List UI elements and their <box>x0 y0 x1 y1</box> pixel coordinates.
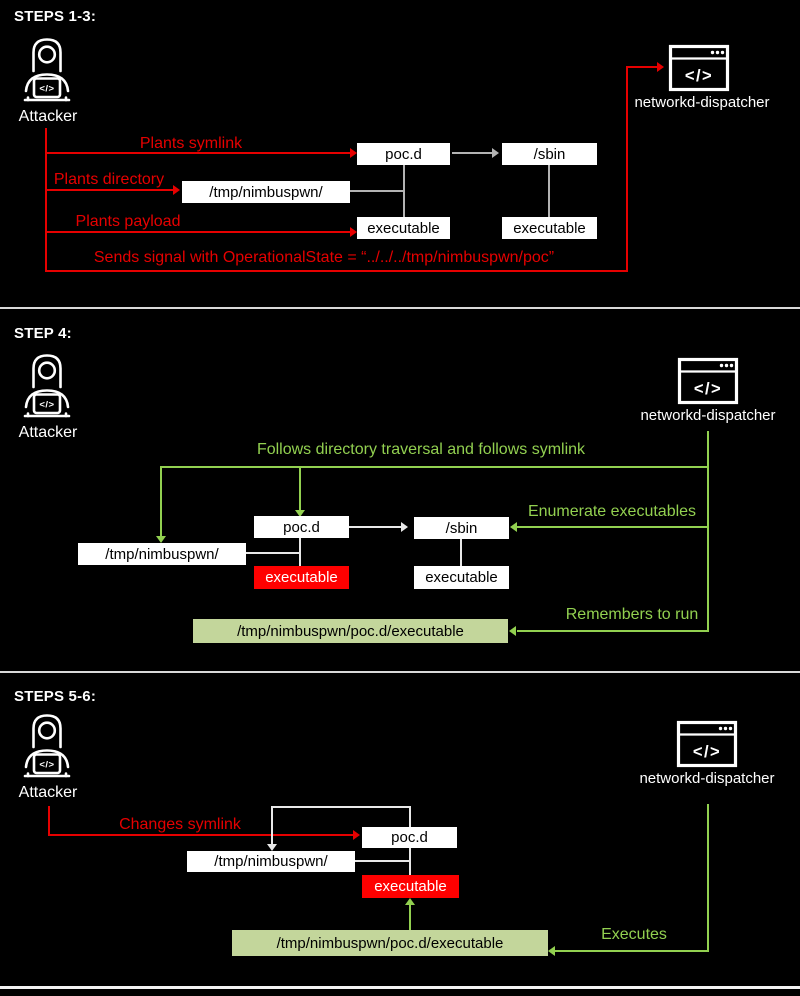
symlink-bracket-line <box>271 806 411 808</box>
remembers-arrow-line <box>517 630 709 632</box>
attacker-icon <box>18 710 76 782</box>
tmp-nimbuspwn-box: /tmp/nimbuspwn/ <box>187 851 355 872</box>
tmp-nimbuspwn-box: /tmp/nimbuspwn/ <box>182 181 350 203</box>
pocd-executable-connector <box>403 165 405 217</box>
tmpdir-connector <box>355 860 410 862</box>
panel3-title: STEPS 5-6: <box>14 688 97 705</box>
changes-symlink-label: Changes symlink <box>119 816 241 833</box>
follows-arrow-line <box>299 466 301 510</box>
result-path-box: /tmp/nimbuspwn/poc.d/executable <box>193 619 508 643</box>
networkd-dispatcher-label: networkd-dispatcher <box>639 770 775 787</box>
panel1-title: STEPS 1-3: <box>14 8 97 25</box>
run-arrow-line <box>409 905 411 930</box>
sends-signal-arrow-line <box>626 66 628 272</box>
follows-arrowhead-tmpdir <box>156 536 166 543</box>
plants-symlink-label: Plants symlink <box>139 135 243 152</box>
networkd-dispatcher-label: networkd-dispatcher <box>634 94 770 111</box>
sbin-executable-connector <box>460 539 462 566</box>
remembers-arrowhead <box>509 626 516 636</box>
tmpdir-connector <box>246 552 301 554</box>
attacker-label: Attacker <box>18 424 78 441</box>
sbin-box: /sbin <box>414 517 509 539</box>
attacker-label: Attacker <box>18 784 78 801</box>
bottom-border <box>0 986 800 989</box>
follows-label: Follows directory traversal and follows symlink <box>256 441 586 458</box>
symlink-bracket-line <box>409 806 411 827</box>
executable-box: executable <box>502 217 597 239</box>
changes-symlink-arrowhead <box>353 830 360 840</box>
run-arrowhead <box>405 898 415 905</box>
networkd-dispatcher-label: networkd-dispatcher <box>640 407 776 424</box>
sends-signal-arrow-line <box>626 66 657 68</box>
tmpdir-connector <box>350 190 403 192</box>
panel-divider <box>0 671 800 673</box>
pocd-to-sbin-arrowhead <box>401 522 408 532</box>
executes-label: Executes <box>601 926 667 943</box>
attacker-icon <box>18 34 76 106</box>
pocd-box: poc.d <box>357 143 450 165</box>
attacker-label: Attacker <box>18 108 78 125</box>
follows-arrow-line <box>160 466 162 536</box>
executable-box: executable <box>357 217 450 239</box>
symlink-bracket-line <box>271 806 273 844</box>
executes-arrowhead <box>548 946 555 956</box>
plants-payload-arrow-line <box>45 231 350 233</box>
pocd-box: poc.d <box>254 516 349 538</box>
plants-directory-arrow-line <box>45 189 173 191</box>
networkd-dispatcher-icon <box>668 44 730 92</box>
pocd-to-sbin-arrowhead <box>492 148 499 158</box>
pocd-box: poc.d <box>362 827 457 848</box>
sends-signal-arrow-line <box>45 270 628 272</box>
networkd-dispatcher-icon <box>676 720 738 768</box>
panel2-title: STEP 4: <box>14 325 72 342</box>
plants-directory-label: Plants directory <box>53 171 165 188</box>
panel-divider <box>0 307 800 309</box>
attacker-flow-line <box>45 128 47 272</box>
executes-arrow-line <box>555 950 708 952</box>
sbin-executable-connector <box>548 165 550 217</box>
plants-payload-arrowhead <box>350 227 357 237</box>
sends-signal-label: Sends signal with OperationalState = “../../../tmp/nimbuspwn/poc” <box>93 249 555 266</box>
symlink-bracket-arrowhead <box>267 844 277 851</box>
result-path-box: /tmp/nimbuspwn/poc.d/executable <box>232 930 548 956</box>
pocd-executable-connector <box>409 848 411 875</box>
networkd-dispatcher-icon <box>677 357 739 405</box>
pocd-executable-connector <box>299 538 301 566</box>
sends-signal-arrowhead <box>657 62 664 72</box>
planted-executable-box: executable <box>254 566 349 589</box>
attacker-flow-line <box>48 806 50 836</box>
enumerate-arrowhead <box>510 522 517 532</box>
plants-payload-label: Plants payload <box>75 213 181 230</box>
enumerate-arrow-line <box>517 526 709 528</box>
pocd-to-sbin-line <box>349 526 401 528</box>
executable-box: executable <box>414 566 509 589</box>
follows-arrow-line <box>161 466 709 468</box>
changes-symlink-arrow-line <box>48 834 353 836</box>
plants-symlink-arrowhead <box>350 148 357 158</box>
tmp-nimbuspwn-box: /tmp/nimbuspwn/ <box>78 543 246 565</box>
attacker-icon <box>18 350 76 422</box>
enumerate-label: Enumerate executables <box>527 503 697 520</box>
sbin-box: /sbin <box>502 143 597 165</box>
remembers-label: Remembers to run <box>565 606 699 623</box>
pocd-to-sbin-line <box>452 152 492 154</box>
planted-executable-box: executable <box>362 875 459 898</box>
dispatcher-flow-line <box>707 431 709 632</box>
